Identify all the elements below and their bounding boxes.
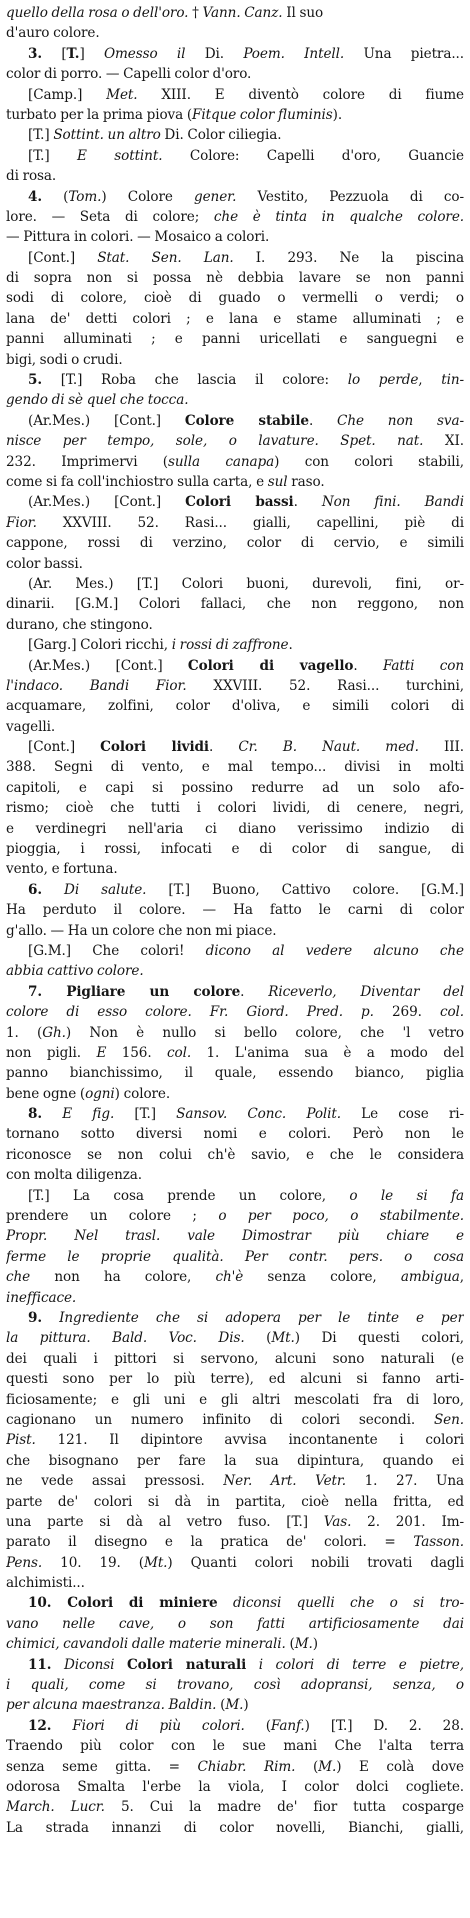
text-line: [Camp.] Met. XIII. E diventò colore di fiume <box>28 86 464 103</box>
text-line: gendo di sè quel che tocca. <box>6 392 189 409</box>
text-line: Fior. XXVIII. 52. Rasi... gialli, capellini, piè di <box>6 514 464 531</box>
text-line: d'auro colore. <box>6 25 100 42</box>
text-line: panno bianchissimo, il quale, essendo bianco, piglia <box>6 1065 464 1082</box>
text-line: [T.] Sottint. un altro Di. Color ciliegia. <box>28 127 282 144</box>
text-line: abbia cattivo colore. <box>6 963 144 980</box>
text-line: colore di esso colore. Fr. Giord. Pred. p. 269. col. <box>6 1004 464 1021</box>
text-line: parte de' colori si dà in partita, cioè nella fritta, ed <box>6 1493 464 1510</box>
text-line: senza seme gitta. = Chiabr. Rim. (M.) E colà dove <box>6 1758 464 1775</box>
text-line: [T.] La cosa prende un colore, o le si fa <box>28 1187 464 1204</box>
text-line: (Ar.Mes.) [Cont.] Colore stabile. Che non sva- <box>28 412 464 429</box>
text-line: vagelli. <box>6 718 56 735</box>
text-line: 232. Imprimervi (sulla canapa) con colori stabili, <box>6 453 464 470</box>
text-line: una parte si dà al vetro fuso. [T.] Vas. 2. 201. Im- <box>6 1513 464 1530</box>
text-line: 11. Diconsi Colori naturali i colori di terre e pietre, <box>28 1656 464 1673</box>
text-line: cagionano un numero infinito di colori secondi. Sen. <box>6 1411 464 1428</box>
text-line: Pist. 121. Il dipintore avvisa incontanente i colori <box>6 1432 464 1449</box>
text-line: March. Lucr. 5. Cui la madre de' fior tutta cosparge <box>6 1799 464 1816</box>
text-line: 12. Fiori di più colori. (Fanf.) [T.] D. 2. 28. <box>28 1717 464 1734</box>
text-line: di rosa. <box>6 168 57 185</box>
text-line: come si fa coll'inchiostro sulla carta, e sul raso. <box>6 473 325 490</box>
text-line: e verdinegri nell'aria ci diano verissimo indizio di <box>6 820 464 837</box>
text-line: g'allo. — Ha un colore che non mi piace. <box>6 922 277 939</box>
text-line: la pittura. Bald. Voc. Dis. (Mt.) Di questi colori, <box>6 1330 464 1347</box>
text-line: con molta diligenza. <box>6 1167 143 1184</box>
text-line: sodi di colore, cioè di guado o vermelli o verdi; o <box>6 290 464 307</box>
text-line: lore. — Seta di colore; che è tinta in qualche colore. <box>6 208 464 225</box>
text-line: 6. Di salute. [T.] Buono, Cattivo colore. [G.M.] <box>28 881 464 898</box>
text-line: l'indaco. Bandi Fior. XXVIII. 52. Rasi... turchini, <box>6 677 464 694</box>
text-line: che bisognano per fare la sua dipintura, quando ei <box>6 1452 464 1469</box>
text-line: Pens. 10. 19. (Mt.) Quanti colori nobili trovati dagli <box>6 1554 464 1571</box>
text-line: bigi, sodi o crudi. <box>6 351 123 368</box>
text-line: 7. Pigliare un colore. Riceverlo, Diventar del <box>28 983 464 1000</box>
text-line: quello della rosa o dell'oro. † Vann. Canz. Il suo <box>6 5 324 21</box>
text-line: panni alluminati ; e panni uricellati e sanguegni e <box>6 331 464 348</box>
text-line: (Ar.Mes.) [Cont.] Colori di vagello. Fatti con <box>28 657 464 674</box>
text-line: capitoli, e capi si possino redurre ad un solo afo- <box>6 779 464 796</box>
text-line: (Ar. Mes.) [T.] Colori buoni, durevoli, fini, or- <box>28 575 464 592</box>
text-line: ferme le proprie qualità. Per contr. pers. o cosa <box>6 1248 464 1265</box>
text-line: alchimisti... <box>6 1575 85 1592</box>
text-line: chimici, cavandoli dalle materie minerali. (M.) <box>6 1636 318 1653</box>
text-line: 8. E fig. [T.] Sansov. Conc. Polit. Le cose ri- <box>28 1106 464 1123</box>
text-line: 5. [T.] Roba che lascia il colore: lo perde, tin- <box>28 372 464 389</box>
text-line: vano nelle cave, o son fatti artificiosamente dai <box>6 1615 464 1632</box>
text-line: ne vede assai pressosi. Ner. Art. Vetr. 1. 27. Una <box>6 1473 464 1490</box>
text-line: bene ogne (ogni) colore. <box>6 1085 171 1102</box>
text-line: di sopra non si possa nè debbia lavare se non panni <box>6 270 464 287</box>
text-line: (Ar.Mes.) [Cont.] Colori bassi. Non fini. Bandi <box>28 494 464 511</box>
text-line: acquamare, zolfini, color d'oliva, e simili colori di <box>6 698 464 715</box>
text-line: pioggia, i rossi, infocati e di color di sangue, di <box>6 841 464 858</box>
text-line: durano, che stingono. <box>6 616 153 633</box>
text-line: per alcuna maestranza. Baldin. (M.) <box>6 1697 249 1714</box>
text-line: [Garg.] Colori ricchi, i rossi di zaffrone. <box>28 637 293 654</box>
text-line: [G.M.] Che colori! dicono al vedere alcuno che <box>28 942 464 959</box>
text-line: Ha perduto il colore. — Ha fatto le carni di color <box>6 902 464 919</box>
text-line: odorosa Smalta l'erbe la viola, I color dolci cogliete. <box>6 1778 464 1795</box>
text-line: ficiosamente; e gli uni e gli altri mescolati fra di loro, <box>6 1391 464 1408</box>
text-line: [Cont.] Stat. Sen. Lan. I. 293. Ne la piscina <box>28 249 464 266</box>
text-line: [T.] E sottint. Colore: Capelli d'oro, Guancie <box>28 147 464 164</box>
text-line: rismo; cioè che tutti i colori lividi, di cenere, negri, <box>6 800 464 817</box>
text-line: vento, e fortuna. <box>6 861 118 878</box>
text-line: — Pittura in colori. — Mosaico a colori. <box>6 229 270 246</box>
text-line: 388. Segni di vento, e mal tempo... divisi in molti <box>6 759 464 776</box>
text-line: non pigli. E 156. col. 1. L'anima sua è a modo del <box>6 1044 464 1061</box>
text-line: La strada innanzi di color novelli, Bianchi, gialli, <box>6 1819 464 1836</box>
text-line: questi sono per lo più terre), ed alcuni si fanno arti- <box>6 1371 464 1388</box>
text-line: prendere un colore ; o per poco, o stabilmente. <box>6 1208 464 1225</box>
text-line: 10. Colori di miniere diconsi quelli che o si tro- <box>28 1595 464 1612</box>
text-line: [Cont.] Colori lividi. Cr. B. Naut. med. III. <box>28 739 464 756</box>
text-line: 4. (Tom.) Colore gener. Vestito, Pezzuola di co- <box>28 188 464 205</box>
text-line: parato il disegno e la pratica de' colori. = Tasson. <box>6 1534 464 1551</box>
text-line: riconosce se non colui ch'è savio, e che le considera <box>6 1146 464 1163</box>
text-line: 1. (Gh.) Non è nullo si bello colore, che 'l vetro <box>6 1024 464 1041</box>
text-line: Propr. Nel trasl. vale Dimostrar più chiare e <box>6 1228 464 1245</box>
text-line: inefficace. <box>6 1289 77 1306</box>
text-line: cappone, rossi di verzino, color di cervio, e simili <box>6 535 464 552</box>
text-line: 9. Ingrediente che si adopera per le tinte e per <box>28 1310 464 1326</box>
text-line: i quali, come si trovano, così adopransi, senza, o <box>6 1677 464 1694</box>
text-line: lana de' detti colori ; e lana e stame alluminati ; e <box>6 310 464 327</box>
text-line: 3. [T.] Omesso il Di. Poem. Intell. Una pietra... <box>28 45 464 62</box>
text-line: dei quali i pittori si servono, alcuni sono naturali (e <box>6 1350 464 1367</box>
text-line: dinarii. [G.M.] Colori fallaci, che non reggono, non <box>6 596 464 613</box>
text-line: tornano sotto diversi nomi e colori. Però non le <box>6 1126 464 1143</box>
text-line: nisce per tempo, sole, o lavature. Spet. nat. XI. <box>6 433 464 450</box>
text-line: color di porro. — Capelli color d'oro. <box>6 66 252 83</box>
text-line: turbato per la prima piova (Fitque color fluminis). <box>6 106 343 123</box>
text-line: che non ha colore, ch'è senza colore, ambigua, <box>6 1269 464 1286</box>
text-line: Traendo più color con le sue mani Che l'alta terra <box>6 1738 464 1755</box>
text-line: color bassi. <box>6 555 83 572</box>
